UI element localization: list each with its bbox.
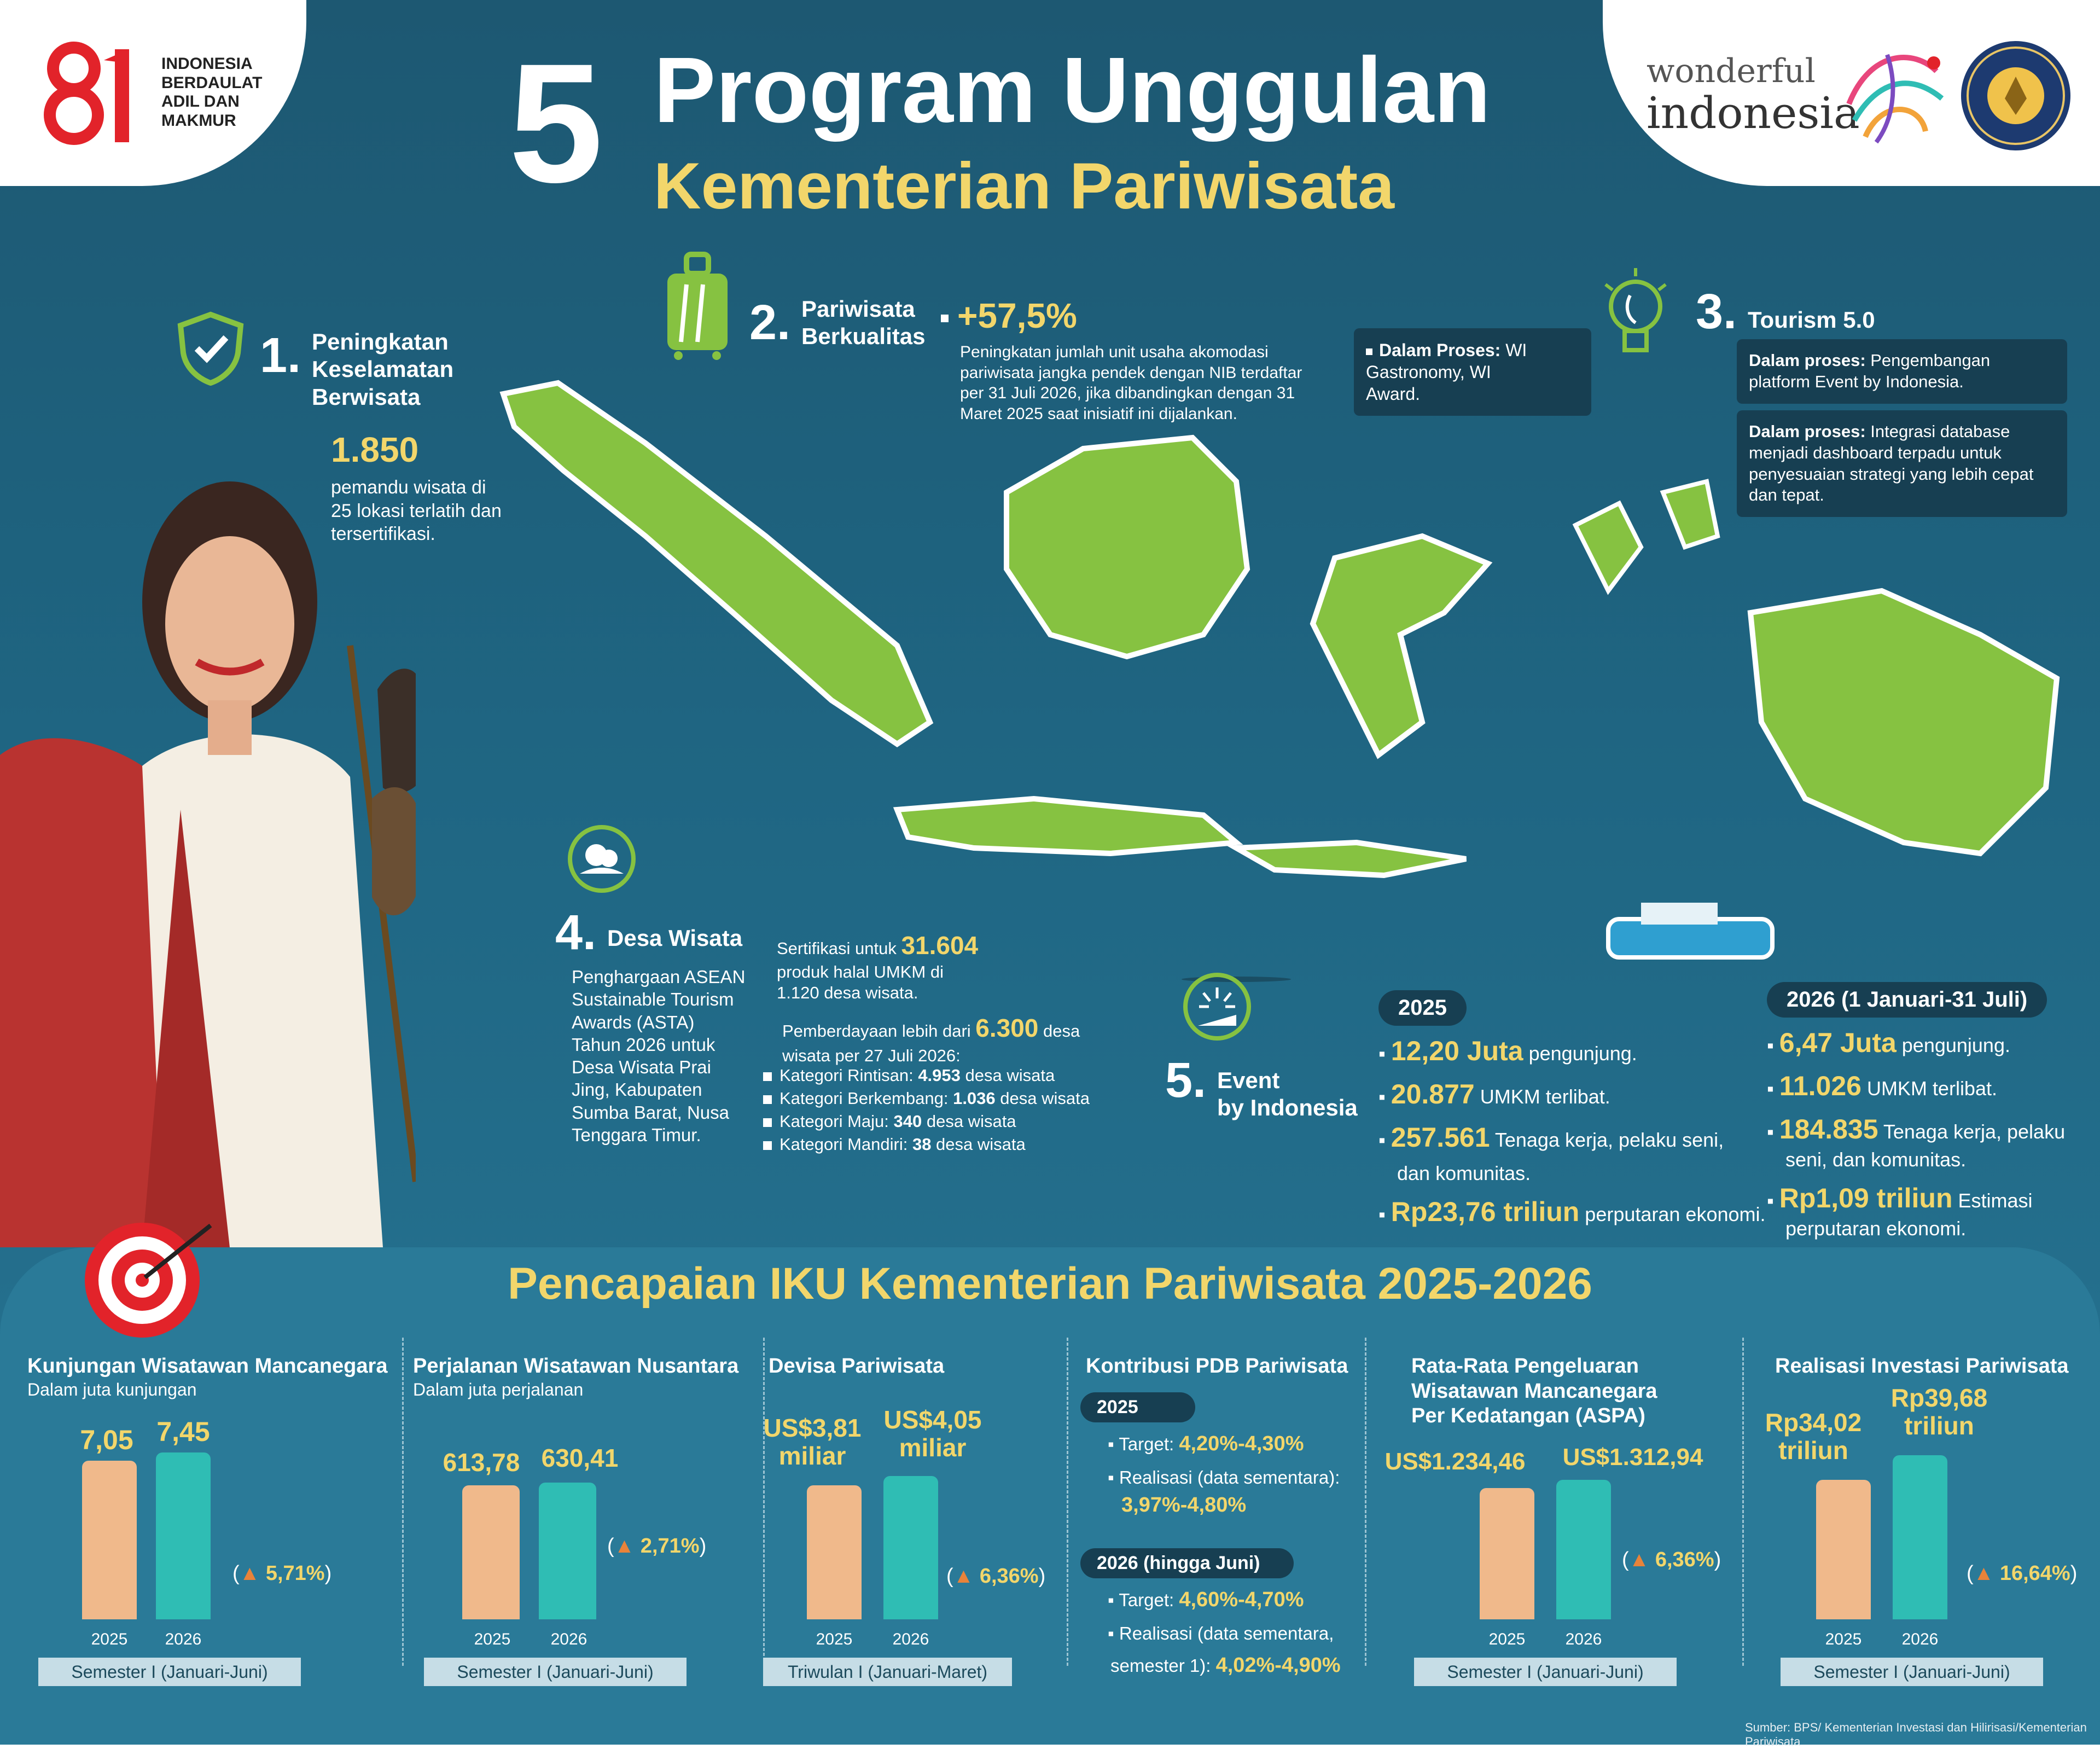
program-4-empowerment <box>782 1012 1080 1067</box>
program-3-title: Tourism 5.0 <box>1748 307 1875 333</box>
program-4-desc-line: Tahun 2026 untuk <box>572 1034 715 1055</box>
cert-line: 1.120 desa wisata. <box>777 983 918 1003</box>
year-label: 2026 <box>892 1630 929 1648</box>
up-triangle-icon: ▲ <box>1628 1548 1650 1571</box>
iku-col6-value-2025 <box>1748 1409 1879 1464</box>
category-value: 1.036 <box>953 1088 996 1108</box>
category-label: Kategori Rintisan: <box>779 1066 918 1085</box>
iku-col2-bar-2025 <box>462 1485 520 1619</box>
change-value: 2,71% <box>640 1535 700 1558</box>
event-stat-value: 12,20 Juta <box>1391 1036 1523 1066</box>
pdb-year-pill: 2026 (hingga Juni) <box>1080 1548 1294 1578</box>
iku-col3-change: (▲ 6,36%) <box>946 1565 1046 1588</box>
iku-col1-title: Kunjungan Wisatawan Mancanegara <box>27 1355 388 1378</box>
bullet-square <box>1366 348 1372 355</box>
emp-suffix: desa <box>1038 1021 1080 1041</box>
iku-col6-title: Realisasi Investasi Pariwisata <box>1775 1355 2069 1378</box>
pdb-target-2025: ▪ Target: 4,20%-4,30% <box>1108 1432 1304 1455</box>
target-value: 4,60%-4,70% <box>1179 1588 1304 1611</box>
value-line: miliar <box>778 1441 846 1470</box>
program-1-desc-line: pemandu wisata di <box>331 477 486 498</box>
program-4-desc-line: Tenggara Timur. <box>572 1124 701 1145</box>
category-item <box>763 1133 1090 1156</box>
year-label: 2026 <box>550 1630 587 1648</box>
year-label: 2025 <box>474 1630 511 1648</box>
program-5-title <box>1217 1067 1358 1122</box>
iku-col5-bar-2025 <box>1480 1488 1534 1619</box>
status-text: Gastronomy, WI <box>1366 362 1491 382</box>
iku-col1-subtitle: Dalam juta kunjungan <box>27 1380 197 1399</box>
event-stat-text: dan komunitas. <box>1397 1162 1531 1184</box>
program-1-stat: 1.850 <box>331 430 419 469</box>
status-text: WI <box>1500 340 1527 360</box>
ministry-seal-icon <box>1958 38 2073 153</box>
program-4-desc-line: Awards (ASTA) <box>572 1012 695 1032</box>
cert-line: produk halal UMKM di <box>777 962 944 981</box>
program-2-desc <box>960 342 1302 424</box>
iku-col6-change: (▲ 16,64%) <box>1967 1562 2078 1585</box>
value-line: US$4,05 <box>883 1405 982 1434</box>
wonderful-indonesia-logo-icon <box>1833 38 1953 148</box>
event-stat-value: 11.026 <box>1779 1071 1862 1101</box>
program-1-desc <box>331 476 502 546</box>
event-stat-text: Estimasi <box>1952 1189 2033 1212</box>
status-text: Award. <box>1366 384 1421 404</box>
value-line: Rp34,02 <box>1765 1408 1862 1437</box>
column-divider <box>1067 1338 1068 1666</box>
program-3-status-box-1 <box>1737 339 2067 404</box>
iku-col2-value-2026: 630,41 <box>541 1444 619 1472</box>
program-2-status-box <box>1354 328 1591 416</box>
category-unit: desa wisata <box>995 1088 1090 1108</box>
up-triangle-icon: ▲ <box>614 1535 635 1558</box>
status-label: Dalam proses: <box>1749 351 1866 370</box>
cert-prefix: Sertifikasi untuk <box>777 939 901 958</box>
event-stat-text: Tenaga kerja, pelaku <box>1878 1120 2066 1143</box>
program-1-number: 1. <box>260 328 301 383</box>
year-label: 2025 <box>816 1630 853 1648</box>
iku-col2-value-2025: 613,78 <box>443 1448 520 1477</box>
event-stat-text: UMKM terlibat. <box>1474 1085 1610 1108</box>
logo-81-icon <box>44 38 148 148</box>
iku-col2-bar-2026 <box>539 1483 596 1619</box>
event-stat-value: 20.877 <box>1391 1079 1475 1109</box>
program-2-stat: +57,5% <box>957 296 1077 335</box>
realization-value: 4,02%-4,90% <box>1215 1654 1341 1677</box>
event-stat-item: ▪ 184.835 Tenaga kerja, pelaku <box>1767 1114 2066 1144</box>
event-stat-text: Tenaga kerja, pelaku seni, <box>1490 1129 1724 1151</box>
emp-line: wisata per 27 Juli 2026: <box>782 1045 961 1065</box>
value-line: miliar <box>899 1433 967 1462</box>
up-triangle-icon: ▲ <box>239 1562 260 1585</box>
bullet-square <box>763 1072 772 1081</box>
program-4-title: Desa Wisata <box>607 925 743 951</box>
page-subtitle: Kementerian Pariwisata <box>654 149 1394 223</box>
pdb-realization-2025-value: 3,97%-4,80% <box>1121 1494 1247 1516</box>
program-5-number: 5. <box>1165 1053 1207 1108</box>
pdb-realization-2026: ▪ Realisasi (data sementara, <box>1108 1623 1334 1643</box>
column-divider <box>1742 1338 1744 1666</box>
pdb-realization-2025: ▪ Realisasi (data sementara): <box>1108 1467 1340 1487</box>
program-5-title-line: Event <box>1217 1067 1280 1093</box>
indonesia-text: indonesia <box>1647 88 1860 138</box>
iku-col5-value-2026: US$1.312,94 <box>1562 1444 1703 1471</box>
category-unit: desa wisata <box>960 1066 1055 1085</box>
emp-number: 6.300 <box>975 1014 1039 1042</box>
value-line: Rp39,68 <box>1890 1384 1988 1412</box>
program-4-desc-line: Penghargaan ASEAN <box>572 967 746 987</box>
program-2-title-line: Pariwisata <box>801 296 915 322</box>
category-label: Kategori Berkembang: <box>779 1088 953 1108</box>
event-stat-value: 257.561 <box>1391 1122 1490 1153</box>
event-stat-item: ▪ Rp23,76 triliun perputaran ekonomi. <box>1378 1196 1766 1227</box>
iku-col6-period: Semester I (Januari-Juni) <box>1781 1658 2043 1686</box>
category-item <box>763 1087 1090 1110</box>
category-item <box>763 1064 1090 1087</box>
fireworks-icon <box>1182 971 1253 1042</box>
target-label: Target: <box>1119 1434 1179 1454</box>
value-line: US$3,81 <box>763 1414 862 1442</box>
logo-81-text <box>161 55 271 130</box>
program-1-title-line: Peningkatan <box>312 329 449 355</box>
event-2026-block <box>1767 982 2065 1242</box>
bullet-square <box>763 1118 772 1127</box>
logo-81-line: MAKMUR <box>161 111 236 130</box>
title-line: Wisatawan Mancanegara <box>1411 1379 1657 1403</box>
event-stat-value: 184.835 <box>1779 1114 1878 1144</box>
wonderful-text: wonderful <box>1647 52 1816 90</box>
program-1-desc-line: 25 lokasi terlatih dan <box>331 500 502 521</box>
event-stat-item: ▪ 20.877 UMKM terlibat. <box>1378 1079 1610 1109</box>
title-line: Per Kedatangan (ASPA) <box>1411 1404 1645 1428</box>
iku-col1-change: (▲ 5,71%) <box>232 1562 332 1585</box>
category-value: 38 <box>912 1134 932 1154</box>
realization-label: semester 1): <box>1110 1655 1216 1676</box>
year-label: 2025 <box>1488 1630 1526 1648</box>
iku-col1-period: Semester I (Januari-Juni) <box>38 1658 301 1686</box>
program-3-status-box-2 <box>1737 410 2067 517</box>
category-unit: desa wisata <box>931 1134 1026 1154</box>
program-2-desc-line: pariwisata jangka pendek dengan NIB terdaftar <box>960 363 1302 382</box>
program-4-number: 4. <box>555 905 597 960</box>
village-tree-icon <box>566 823 637 894</box>
program-4-desc-line: Sustainable Tourism <box>572 989 734 1010</box>
iku-col3-value-2025 <box>752 1414 872 1469</box>
program-2-number: 2. <box>749 295 791 350</box>
title-line: Rata-Rata Pengeluaran <box>1411 1355 1639 1378</box>
program-2-desc-line: Peningkatan jumlah unit usaha akomodasi <box>960 343 1269 361</box>
program-1-title-line: Berwisata <box>312 383 421 410</box>
logo-81-line: BERDAULAT <box>161 73 263 92</box>
realization-label: Realisasi (data sementara, <box>1119 1623 1334 1643</box>
iku-col5-bar-2026 <box>1556 1480 1611 1619</box>
program-1-title <box>312 328 453 411</box>
iku-col3-bar-2026 <box>883 1476 938 1619</box>
change-value: 6,36% <box>1655 1548 1714 1571</box>
iku-col2-period: Semester I (Januari-Juni) <box>424 1658 687 1686</box>
program-5-title-line: by Indonesia <box>1217 1095 1358 1121</box>
program-2-desc-line: per 31 Juli 2026, jika dibandingkan dengan 31 <box>960 384 1295 402</box>
category-label: Kategori Mandiri: <box>779 1134 912 1154</box>
year-label: 2026 <box>1565 1630 1602 1648</box>
status-text: Pengembangan <box>1865 351 1991 370</box>
iku-col2-change: (▲ 2,71%) <box>607 1535 707 1558</box>
up-triangle-icon: ▲ <box>1973 1562 1994 1585</box>
program-3-number: 3. <box>1696 284 1737 339</box>
program-4-desc-line: Jing, Kabupaten <box>572 1079 702 1100</box>
event-stat-item: ▪ 6,47 Juta pengunjung. <box>1767 1027 2010 1058</box>
program-1-title-line: Keselamatan <box>312 356 454 382</box>
year-label: 2026 <box>165 1630 202 1648</box>
year-pill: 2025 <box>1378 990 1467 1026</box>
shield-check-icon <box>172 309 249 386</box>
target-value: 4,20%-4,30% <box>1179 1432 1304 1455</box>
program-2-title <box>801 295 925 351</box>
iku-col1-value-2026: 7,45 <box>156 1416 210 1447</box>
iku-col6-bar-2026 <box>1893 1455 1947 1619</box>
event-stat-value: Rp23,76 triliun <box>1391 1196 1580 1227</box>
bullet-square <box>763 1141 772 1150</box>
iku-title: Pencapaian IKU Kementerian Pariwisata 2025-2026 <box>508 1259 1592 1309</box>
change-value: 6,36% <box>979 1565 1039 1588</box>
event-stat-item: ▪ 12,20 Juta pengunjung. <box>1378 1036 1637 1066</box>
status-label: Dalam proses: <box>1749 422 1866 441</box>
status-text: dan tepat. <box>1749 485 1824 505</box>
emp-prefix: Pemberdayaan lebih dari <box>782 1021 976 1041</box>
event-stat-text: pengunjung. <box>1896 1034 2010 1056</box>
category-label: Kategori Maju: <box>779 1111 894 1131</box>
iku-col5-change: (▲ 6,36%) <box>1622 1548 1721 1571</box>
category-value: 4.953 <box>918 1066 961 1085</box>
event-stat-value: Rp1,09 triliun <box>1779 1182 1953 1213</box>
pdb-year-pill: 2025 <box>1080 1392 1195 1422</box>
source-note: Sumber: BPS/ Kementerian Investasi dan Hilirisasi/Kementerian Pariwisata <box>1745 1721 2087 1748</box>
event-stat-text: pengunjung. <box>1523 1042 1637 1065</box>
event-stat-value: 6,47 Juta <box>1779 1027 1897 1058</box>
iku-col2-title: Perjalanan Wisatawan Nusantara <box>413 1355 739 1378</box>
up-triangle-icon: ▲ <box>953 1565 974 1588</box>
year-label: 2026 <box>1901 1630 1939 1648</box>
title-number: 5 <box>509 28 603 218</box>
cert-number: 31.604 <box>901 931 979 960</box>
lightbulb-icon <box>1597 263 1674 367</box>
year-label: 2025 <box>1825 1630 1862 1648</box>
iku-col1-value-2025: 7,05 <box>80 1425 133 1455</box>
suitcase-icon <box>662 252 733 361</box>
value-line: triliun <box>1904 1411 1974 1440</box>
event-stat-text: perputaran ekonomi. <box>1785 1217 1967 1240</box>
iku-col3-title: Devisa Pariwisata <box>769 1355 945 1378</box>
change-value: 16,64% <box>1999 1562 2070 1585</box>
event-stat-item: ▪ Rp1,09 triliun Estimasi <box>1767 1182 2033 1213</box>
event-stat-text: UMKM terlibat. <box>1861 1077 1997 1100</box>
year-label: 2025 <box>91 1630 128 1648</box>
page-title: Program Unggulan <box>654 38 1491 142</box>
program-4-desc <box>572 966 745 1146</box>
column-divider <box>763 1338 765 1666</box>
iku-col3-period: Triwulan I (Januari-Maret) <box>763 1658 1012 1686</box>
realization-label: Realisasi (data sementara): <box>1119 1467 1340 1487</box>
logo-81-line: ADIL DAN <box>161 92 240 111</box>
iku-col5-title <box>1411 1354 1657 1429</box>
iku-col3-value-2026 <box>872 1406 993 1461</box>
pdb-target-2026: ▪ Target: 4,60%-4,70% <box>1108 1588 1304 1611</box>
iku-col4-title: Kontribusi PDB Pariwisata <box>1086 1355 1348 1378</box>
pdb-realization-2026-line2 <box>1110 1652 1341 1679</box>
status-text: platform Event by Indonesia. <box>1749 371 1964 391</box>
status-text: Integrasi database <box>1865 422 2010 441</box>
iku-col1-bar-2026 <box>156 1452 211 1619</box>
iku-col1-bar-2025 <box>82 1461 137 1619</box>
status-text: penyesuaian strategi yang lebih cepat <box>1749 464 2034 484</box>
status-text: menjadi dashboard terpadu untuk <box>1749 443 2002 462</box>
logo-81-line: INDONESIA <box>161 55 253 73</box>
category-item <box>763 1110 1090 1133</box>
event-2025-block <box>1378 990 1766 1230</box>
column-divider <box>1365 1338 1366 1666</box>
column-divider <box>402 1338 404 1666</box>
event-stat-text: seni, dan komunitas. <box>1785 1148 1967 1171</box>
bullet-square <box>763 1095 772 1104</box>
category-unit: desa wisata <box>922 1111 1016 1131</box>
iku-col3-bar-2025 <box>807 1485 862 1619</box>
program-4-categories <box>763 1064 1090 1155</box>
program-4-desc-line: Desa Wisata Prai <box>572 1057 711 1077</box>
bullet-square <box>941 315 949 322</box>
program-2-title-line: Berkualitas <box>801 323 926 350</box>
program-2-desc-line: Maret 2025 saat inisiatif ini dijalankan. <box>960 404 1237 423</box>
iku-col6-value-2026 <box>1874 1384 2005 1439</box>
iku-col2-subtitle: Dalam juta perjalanan <box>413 1380 584 1399</box>
iku-col6-bar-2025 <box>1816 1480 1871 1619</box>
iku-col5-value-2025: US$1.234,46 <box>1385 1448 1526 1475</box>
event-stat-item: ▪ 11.026 UMKM terlibat. <box>1767 1071 1997 1101</box>
event-stat-item: ▪ 257.561 Tenaga kerja, pelaku seni, <box>1378 1122 1724 1153</box>
year-pill: 2026 (1 Januari-31 Juli) <box>1767 982 2047 1018</box>
category-value: 340 <box>893 1111 922 1131</box>
event-stat-text: perputaran ekonomi. <box>1579 1202 1766 1225</box>
program-4-certification <box>777 930 978 1004</box>
value-line: triliun <box>1778 1436 1848 1465</box>
iku-col5-period: Semester I (Januari-Juni) <box>1414 1658 1677 1686</box>
program-1-desc-line: tersertifikasi. <box>331 524 435 544</box>
program-4-desc-line: Sumba Barat, Nusa <box>572 1102 729 1123</box>
target-label: Target: <box>1119 1590 1179 1610</box>
change-value: 5,71% <box>265 1562 325 1585</box>
status-label: Dalam Proses: <box>1379 340 1501 360</box>
